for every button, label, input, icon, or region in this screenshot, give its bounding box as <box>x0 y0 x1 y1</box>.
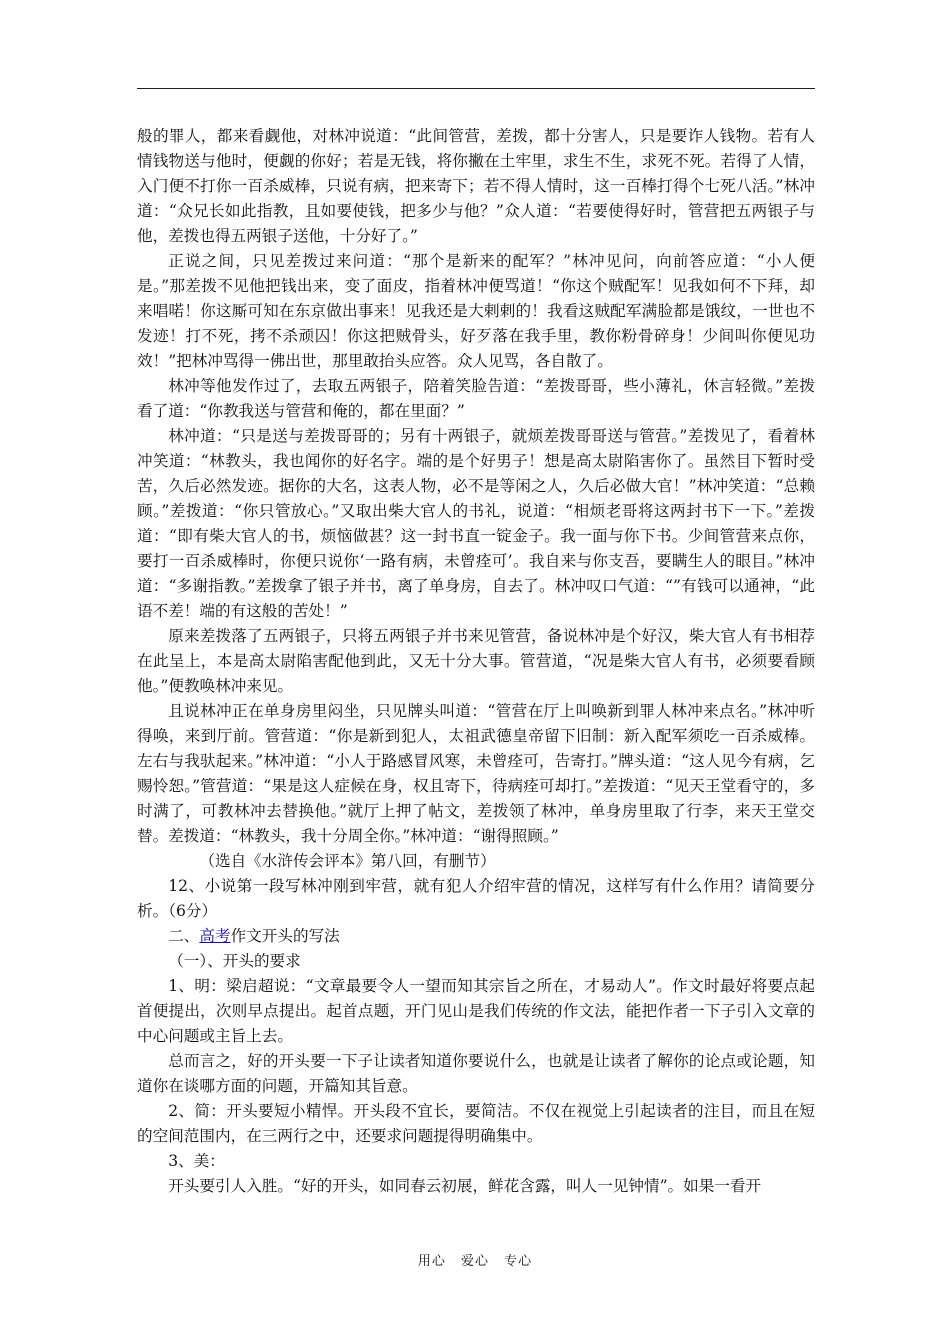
document-body <box>137 124 815 1199</box>
section-title: 作文开头的写法 <box>230 927 340 945</box>
paragraph: 正说之间，只见差拨过来问道：“那个是新来的配军？”林冲见问，向前答应道：“小人便是。”那差拨不见他把钱出来，变了面皮，指着林冲便骂道！“你这个贼配军！见我如何不下拜，却来唱喏！你这厮可知在东京做出事来！见我还是大剌剌的！我看这贼配军满脸都是饿纹，一世也不发迹！打不死，拷不杀顽囚！你这把贼骨头，好歹落在我手里，教你粉骨碎身！少间叫你便见功效！”把林冲骂得一佛出世，那里敢抬头应答。众人见骂，各自散了。 <box>137 252 815 370</box>
paragraph: 林冲道：“只是送与差拨哥哥的；另有十两银子，就烦差拨哥哥送与管营。”差拨见了，看着林冲笑道：“林教头，我也闻你的好名字。端的是个好男子！想是高太尉陷害你了。虽然目下暂时受苦，久后必然发迹。据你的大名，这表人物，必不是等闲之人，久后必做大官！”林冲笑道：“总赖顾。”差拨道：“你只管放心。”又取出柴大官人的书礼，说道：“相烦老哥将这两封书下一下。”差拨道：“即有柴大官人的书，烦恼做甚？这一封书直一锭金子。我一面与你下书。少间管营来点你，要打一百杀威棒时，你便只说你‘一路有病，未曾痊可’。我自来与你支吾，要瞒生人的眼目。”林冲道：“多谢指教。”差拨拿了银子并书，离了单身房，自去了。林冲叹口气道：“”有钱可以通神，“此语不差！端的有这般的苦处！” <box>137 427 815 620</box>
list-item: 3、美： <box>168 1152 225 1170</box>
subsection-heading: （一）、开头的要求 <box>168 952 301 970</box>
list-item: 2、简：开头要短小精悍。开头段不宜长，要简洁。不仅在视觉上引起读者的注目，而且在短的空间范围内，在三两行之中，还要求问题提得明确集中。 <box>137 1102 815 1145</box>
paragraph: 且说林冲正在单身房里闷坐，只见牌头叫道：“管营在厅上叫唤新到罪人林冲来点名。”林冲听得唤，来到厅前。管营道：“你是新到犯人，太祖武德皇帝留下旧制：新入配军须吃一百杀威棒。左右与我驮起来。”林冲道：“小人于路感冒风寒，未曾痊可，告寄打。”牌头道：“这人见今有病，乞赐怜恕。”管营道：“果是这人症候在身，权且寄下，待病痊可却打。”差拨道：“见天王堂看守的，多时满了，可教林冲去替换他。”就厅上押了帖文，差拨领了林冲，单身房里取了行李，来天王堂交替。差拨道：“林教头，我十分周全你。”林冲道：“谢得照顾。” <box>137 702 815 845</box>
section-heading <box>137 924 815 949</box>
paragraph: 开头要引人入胜。“好的开头，如同春云初展，鲜花含露，叫人一见钟情”。如果一看开 <box>168 1177 762 1195</box>
source-citation: （选自《水浒传会评本》第八回，有删节） <box>199 852 496 870</box>
paragraph: 总而言之，好的开头要一下子让读者知道你要说什么，也就是让读者了解你的论点或论题，知道你在谈哪方面的问题，开篇知其旨意。 <box>137 1052 815 1095</box>
list-item: 1、明：梁启超说：“文章最要令人一望而知其宗旨之所在，才易动人”。作文时最好将要点起首便提出，次则早点提出。起首点题，开门见山是我们传统的作文法，能把作者一下子引入文章的中心问题或主旨上去。 <box>137 977 815 1045</box>
paragraph: 般的罪人，都来看觑他，对林冲说道：“此间管营，差拨，都十分害人，只是要诈人钱物。若有人情钱物送与他时，便觑的你好；若是无钱，将你撇在土牢里，求生不生，求死不死。若得了人情，入门便不打你一百杀威棒，只说有病，把来寄下；若不得人情时，这一百棒打得个七死八活。”林冲道：“众兄长如此指教，且如要使钱，把多少与他？”众人道：“若要使得好时，管营把五两银子与他，差拨也得五两银子送他，十分好了。” <box>137 127 815 245</box>
page-footer: 用心 爱心 专心 <box>417 1254 533 1269</box>
paragraph: 原来差拨落了五两银子，只将五两银子并书来见管营，备说林冲是个好汉，柴大官人有书相荐在此呈上，本是高太尉陷害配他到此，又无十分大事。管营道，“况是柴大官人有书，必须要看顾他。”便教唤林冲来见。 <box>137 627 815 695</box>
section-number: 二、 <box>168 927 200 945</box>
question-12: 12、小说第一段写林冲刚到牢营，就有犯人介绍牢营的情况，这样写有什么作用？请简要分析。（6分） <box>137 877 815 920</box>
paragraph: 林冲等他发作过了，去取五两银子，陪着笑脸告道：“差拨哥哥，些小薄礼，休言轻微。”差拨看了道：“你教我送与管营和俺的，都在里面？” <box>137 377 815 420</box>
header-rule <box>137 88 815 89</box>
gaokao-link[interactable]: 高考 <box>199 927 231 945</box>
